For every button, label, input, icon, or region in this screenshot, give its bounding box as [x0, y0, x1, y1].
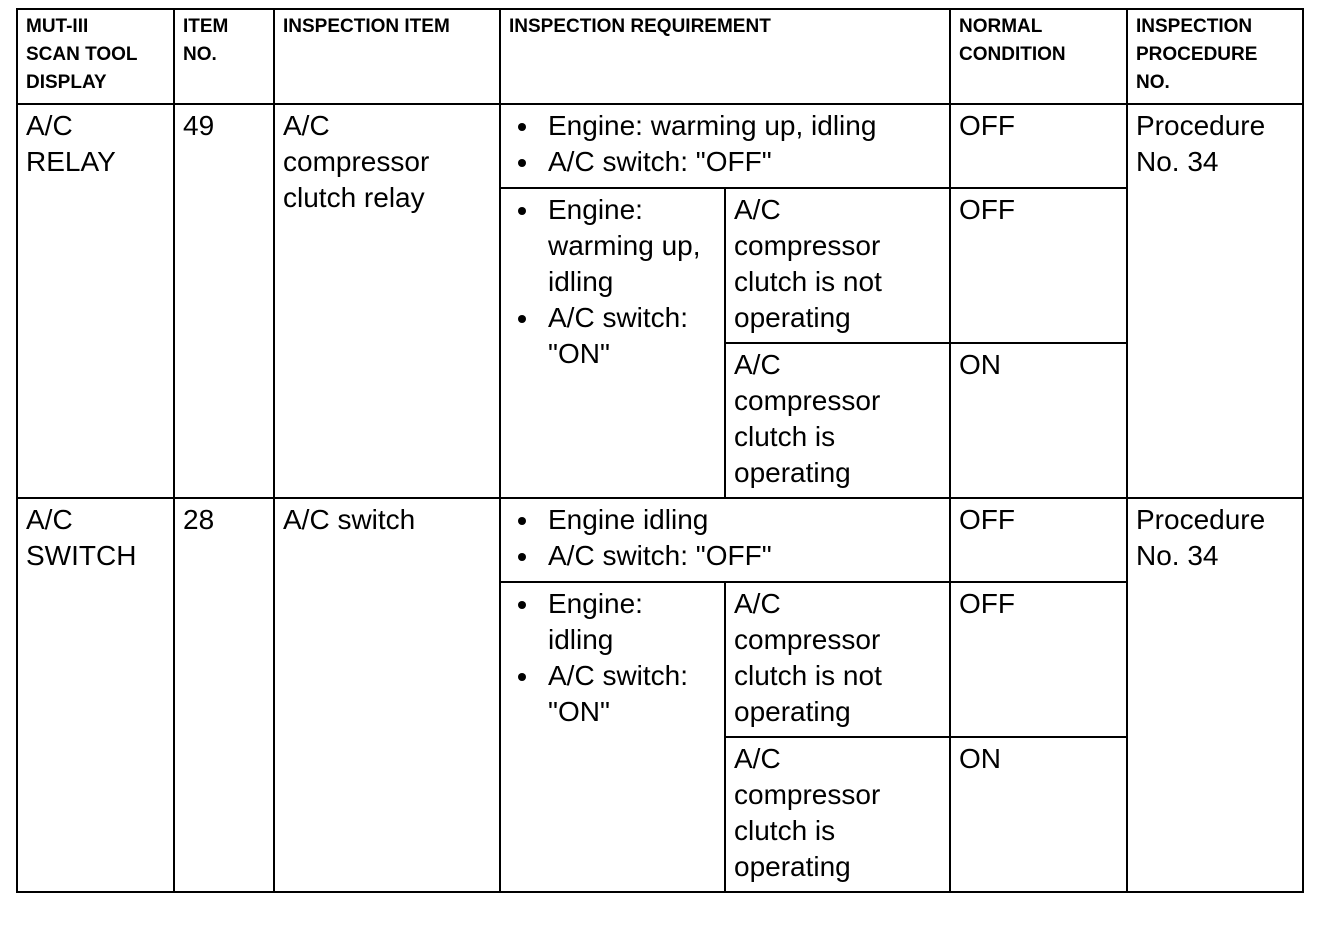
normal-condition-cell: OFF: [950, 188, 1127, 343]
normal-condition-cell: ON: [950, 343, 1127, 498]
requirement-bullet: Engine: warming up, idling: [513, 192, 716, 300]
item-no-cell: 49: [174, 104, 274, 498]
requirement-bullet: A/C switch: "ON": [513, 658, 716, 730]
header-normal-condition: NORMAL CONDITION: [950, 9, 1127, 104]
requirement-list: [513, 192, 716, 372]
requirement-bullet: A/C switch: "OFF": [513, 144, 941, 180]
inspection-item-cell: A/C compressor clutch relay: [274, 104, 500, 498]
normal-condition-cell: OFF: [950, 104, 1127, 188]
requirement-cell: [500, 188, 725, 498]
scan-tool-display-cell: A/C RELAY: [17, 104, 174, 498]
inspection-table: [16, 8, 1304, 893]
requirement-list: [513, 108, 941, 180]
item-no-cell: 28: [174, 498, 274, 892]
table-row: [17, 498, 1303, 582]
normal-condition-cell: ON: [950, 737, 1127, 892]
header-inspection-item: INSPECTION ITEM: [274, 9, 500, 104]
requirement-bullet: Engine idling: [513, 502, 941, 538]
table-row: [17, 104, 1303, 188]
requirement-bullet: A/C switch: "ON": [513, 300, 716, 372]
header-inspection-requirement: INSPECTION REQUIREMENT: [500, 9, 950, 104]
header-row: [17, 9, 1303, 104]
sub-requirement-cell: A/C compressor clutch is not operating: [725, 582, 950, 737]
requirement-list: [513, 586, 716, 730]
header-scan-tool-display: MUT-III SCAN TOOL DISPLAY: [17, 9, 174, 104]
requirement-cell: [500, 582, 725, 892]
procedure-cell: Procedure No. 34: [1127, 498, 1303, 892]
inspection-item-cell: A/C switch: [274, 498, 500, 892]
header-procedure-no: INSPECTION PROCEDURE NO.: [1127, 9, 1303, 104]
requirement-cell: [500, 104, 950, 188]
scan-tool-display-cell: A/C SWITCH: [17, 498, 174, 892]
requirement-cell: [500, 498, 950, 582]
procedure-cell: Procedure No. 34: [1127, 104, 1303, 498]
sub-requirement-cell: A/C compressor clutch is operating: [725, 343, 950, 498]
requirement-bullet: Engine: idling: [513, 586, 716, 658]
header-item-no: ITEM NO.: [174, 9, 274, 104]
normal-condition-cell: OFF: [950, 582, 1127, 737]
requirement-bullet: Engine: warming up, idling: [513, 108, 941, 144]
sub-requirement-cell: A/C compressor clutch is operating: [725, 737, 950, 892]
normal-condition-cell: OFF: [950, 498, 1127, 582]
sub-requirement-cell: A/C compressor clutch is not operating: [725, 188, 950, 343]
requirement-list: [513, 502, 941, 574]
requirement-bullet: A/C switch: "OFF": [513, 538, 941, 574]
